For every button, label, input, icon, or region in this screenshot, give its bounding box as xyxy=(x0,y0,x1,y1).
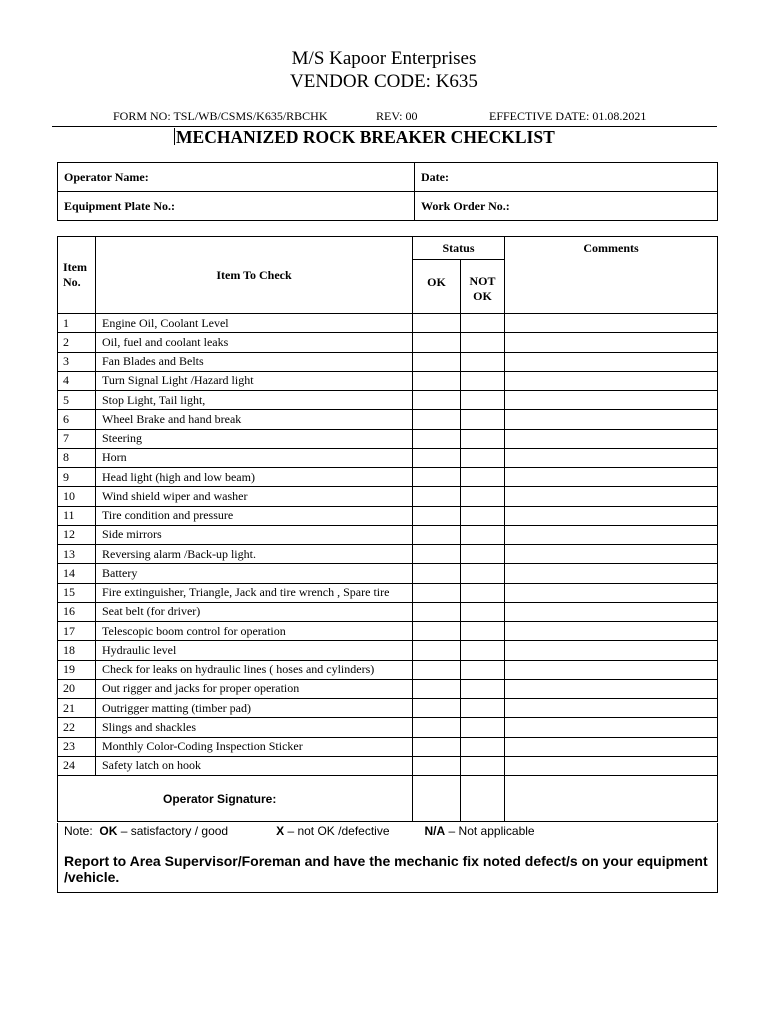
equipment-plate-field[interactable] xyxy=(58,192,415,221)
na-description: – Not applicable xyxy=(448,824,535,838)
item-description: Monthly Color-Coding Inspection Sticker xyxy=(96,737,413,756)
not-ok-cell[interactable] xyxy=(461,699,505,718)
not-ok-cell[interactable] xyxy=(461,583,505,602)
comments-cell[interactable] xyxy=(505,410,718,429)
item-number: 8 xyxy=(58,448,96,467)
comments-cell[interactable] xyxy=(505,525,718,544)
not-ok-cell[interactable] xyxy=(461,333,505,352)
item-description: Head light (high and low beam) xyxy=(96,468,413,487)
ok-cell[interactable] xyxy=(413,448,461,467)
item-number: 11 xyxy=(58,506,96,525)
table-row xyxy=(58,352,718,371)
comments-cell[interactable] xyxy=(505,448,718,467)
item-description: Wheel Brake and hand break xyxy=(96,410,413,429)
not-ok-cell[interactable] xyxy=(461,525,505,544)
item-description: Hydraulic level xyxy=(96,641,413,660)
table-row xyxy=(58,756,718,775)
comments-cell[interactable] xyxy=(505,468,718,487)
table-row xyxy=(58,660,718,679)
item-number: 23 xyxy=(58,737,96,756)
comments-cell[interactable] xyxy=(505,352,718,371)
not-ok-cell[interactable] xyxy=(461,506,505,525)
item-number: 2 xyxy=(58,333,96,352)
status-header: Status xyxy=(413,237,505,260)
ok-key: OK xyxy=(99,824,118,838)
item-description: Safety latch on hook xyxy=(96,756,413,775)
table-row xyxy=(58,583,718,602)
not-ok-cell[interactable] xyxy=(461,641,505,660)
item-number: 9 xyxy=(58,468,96,487)
comments-cell[interactable] xyxy=(505,622,718,641)
effective-date: EFFECTIVE DATE: 01.08.2021 xyxy=(489,109,647,123)
item-number: 17 xyxy=(58,622,96,641)
ok-cell[interactable] xyxy=(413,391,461,410)
not-ok-cell[interactable] xyxy=(461,487,505,506)
not-ok-cell[interactable] xyxy=(461,429,505,448)
item-no-header-text: Item No. xyxy=(63,260,87,289)
comments-cell[interactable] xyxy=(505,564,718,583)
table-row xyxy=(58,448,718,467)
item-description: Stop Light, Tail light, xyxy=(96,391,413,410)
table-row xyxy=(58,391,718,410)
table-row xyxy=(58,737,718,756)
comments-cell[interactable] xyxy=(505,545,718,564)
not-ok-cell[interactable] xyxy=(461,679,505,698)
ok-cell[interactable] xyxy=(413,622,461,641)
item-description: Turn Signal Light /Hazard light xyxy=(96,371,413,390)
na-key: N/A xyxy=(424,824,446,838)
table-row xyxy=(58,564,718,583)
legend-line xyxy=(64,824,535,838)
table-row xyxy=(58,602,718,621)
form-number: FORM NO: TSL/WB/CSMS/K635/RBCHK xyxy=(113,109,328,123)
comments-cell[interactable] xyxy=(505,371,718,390)
table-row xyxy=(58,371,718,390)
item-description: Fan Blades and Belts xyxy=(96,352,413,371)
item-description: Outrigger matting (timber pad) xyxy=(96,699,413,718)
ok-cell[interactable] xyxy=(413,506,461,525)
item-description: Fire extinguisher, Triangle, Jack and tire wrench , Spare tire xyxy=(96,583,413,602)
item-number: 20 xyxy=(58,679,96,698)
comments-cell[interactable] xyxy=(505,660,718,679)
checklist-table xyxy=(57,236,718,822)
not-ok-cell[interactable] xyxy=(461,352,505,371)
item-number: 4 xyxy=(58,371,96,390)
company-name: M/S Kapoor Enterprises xyxy=(291,48,477,69)
table-row xyxy=(58,429,718,448)
table-row xyxy=(58,699,718,718)
item-description: Reversing alarm /Back-up light. xyxy=(96,545,413,564)
table-row xyxy=(58,545,718,564)
not-ok-cell[interactable] xyxy=(461,410,505,429)
item-number: 1 xyxy=(58,314,96,333)
not-ok-cell[interactable] xyxy=(461,391,505,410)
item-description: Horn xyxy=(96,448,413,467)
comments-header: Comments xyxy=(505,237,718,314)
ok-cell[interactable] xyxy=(413,333,461,352)
item-no-header xyxy=(58,237,96,314)
item-description: Side mirrors xyxy=(96,525,413,544)
item-description: Slings and shackles xyxy=(96,718,413,737)
document-title xyxy=(174,127,555,148)
ok-cell[interactable] xyxy=(413,737,461,756)
document-title-text: MECHANIZED ROCK BREAKER CHECKLIST xyxy=(176,127,555,147)
ok-cell[interactable] xyxy=(413,371,461,390)
comments-cell[interactable] xyxy=(505,718,718,737)
item-number: 18 xyxy=(58,641,96,660)
ok-header: OK xyxy=(413,260,461,314)
table-row xyxy=(58,506,718,525)
ok-description: – satisfactory / good xyxy=(120,824,229,838)
report-instruction: Report to Area Supervisor/Foreman and have the mechanic fix noted defect/s on your equipment /vehicle. xyxy=(64,853,708,885)
table-row xyxy=(58,679,718,698)
comments-cell[interactable] xyxy=(505,314,718,333)
item-number: 3 xyxy=(58,352,96,371)
not-ok-cell[interactable] xyxy=(461,737,505,756)
notes-box xyxy=(57,823,718,893)
not-ok-header xyxy=(461,260,505,314)
item-number: 10 xyxy=(58,487,96,506)
equipment-plate-label: Equipment Plate No.: xyxy=(64,198,175,213)
item-number: 5 xyxy=(58,391,96,410)
item-number: 16 xyxy=(58,602,96,621)
item-description: Steering xyxy=(96,429,413,448)
ok-cell[interactable] xyxy=(413,564,461,583)
date-field[interactable] xyxy=(415,163,718,192)
ok-cell[interactable] xyxy=(413,545,461,564)
item-number: 21 xyxy=(58,699,96,718)
comments-cell[interactable] xyxy=(505,487,718,506)
comments-cell[interactable] xyxy=(505,699,718,718)
signature-not-ok-cell[interactable] xyxy=(461,776,505,822)
signature-comments-cell[interactable] xyxy=(505,776,718,822)
ok-cell[interactable] xyxy=(413,660,461,679)
comments-cell[interactable] xyxy=(505,602,718,621)
item-description: Tire condition and pressure xyxy=(96,506,413,525)
ok-cell[interactable] xyxy=(413,468,461,487)
comments-cell[interactable] xyxy=(505,679,718,698)
item-number: 7 xyxy=(58,429,96,448)
not-ok-cell[interactable] xyxy=(461,564,505,583)
comments-cell[interactable] xyxy=(505,429,718,448)
item-number: 13 xyxy=(58,545,96,564)
not-ok-cell[interactable] xyxy=(461,756,505,775)
ok-cell[interactable] xyxy=(413,314,461,333)
table-row xyxy=(58,410,718,429)
table-row xyxy=(58,333,718,352)
ok-cell[interactable] xyxy=(413,756,461,775)
item-description: Engine Oil, Coolant Level xyxy=(96,314,413,333)
ok-cell[interactable] xyxy=(413,718,461,737)
item-description: Seat belt (for driver) xyxy=(96,602,413,621)
operator-signature-label: Operator Signature: xyxy=(58,776,413,822)
ok-cell[interactable] xyxy=(413,487,461,506)
comments-cell[interactable] xyxy=(505,333,718,352)
date-label: Date: xyxy=(421,169,449,184)
ok-cell[interactable] xyxy=(413,602,461,621)
ok-cell[interactable] xyxy=(413,679,461,698)
comments-cell[interactable] xyxy=(505,583,718,602)
not-ok-header-text: NOT OK xyxy=(469,274,496,303)
note-prefix: Note: xyxy=(64,824,93,838)
operator-name-field[interactable] xyxy=(58,163,415,192)
vendor-code: VENDOR CODE: K635 xyxy=(290,71,478,92)
item-number: 6 xyxy=(58,410,96,429)
ok-cell[interactable] xyxy=(413,583,461,602)
not-ok-cell[interactable] xyxy=(461,371,505,390)
item-number: 24 xyxy=(58,756,96,775)
work-order-field[interactable] xyxy=(415,192,718,221)
ok-cell[interactable] xyxy=(413,429,461,448)
not-ok-cell[interactable] xyxy=(461,602,505,621)
not-ok-cell[interactable] xyxy=(461,468,505,487)
text-cursor xyxy=(174,128,175,145)
not-ok-cell[interactable] xyxy=(461,718,505,737)
comments-cell[interactable] xyxy=(505,737,718,756)
not-ok-cell[interactable] xyxy=(461,545,505,564)
not-ok-cell[interactable] xyxy=(461,660,505,679)
comments-cell[interactable] xyxy=(505,391,718,410)
item-number: 19 xyxy=(58,660,96,679)
ok-cell[interactable] xyxy=(413,410,461,429)
ok-cell[interactable] xyxy=(413,699,461,718)
table-row xyxy=(58,314,718,333)
revision: REV: 00 xyxy=(376,109,418,123)
x-key: X xyxy=(276,824,285,838)
comments-cell[interactable] xyxy=(505,506,718,525)
x-description: – not OK /defective xyxy=(287,824,390,838)
comments-cell[interactable] xyxy=(505,756,718,775)
item-description: Telescopic boom control for operation xyxy=(96,622,413,641)
table-row xyxy=(58,622,718,641)
table-row xyxy=(58,525,718,544)
not-ok-cell[interactable] xyxy=(461,622,505,641)
operator-name-label: Operator Name: xyxy=(64,169,149,184)
item-description: Oil, fuel and coolant leaks xyxy=(96,333,413,352)
not-ok-cell[interactable] xyxy=(461,448,505,467)
item-number: 15 xyxy=(58,583,96,602)
ok-cell[interactable] xyxy=(413,352,461,371)
work-order-label: Work Order No.: xyxy=(421,198,510,213)
item-description: Out rigger and jacks for proper operation xyxy=(96,679,413,698)
item-number: 14 xyxy=(58,564,96,583)
item-description: Battery xyxy=(96,564,413,583)
not-ok-cell[interactable] xyxy=(461,314,505,333)
info-table xyxy=(57,162,718,221)
comments-cell[interactable] xyxy=(505,641,718,660)
item-description: Check for leaks on hydraulic lines ( hoses and cylinders) xyxy=(96,660,413,679)
table-row xyxy=(58,641,718,660)
table-row xyxy=(58,487,718,506)
table-row xyxy=(58,468,718,487)
item-description: Wind shield wiper and washer xyxy=(96,487,413,506)
ok-cell[interactable] xyxy=(413,525,461,544)
signature-ok-cell[interactable] xyxy=(413,776,461,822)
item-number: 22 xyxy=(58,718,96,737)
ok-cell[interactable] xyxy=(413,641,461,660)
table-row xyxy=(58,718,718,737)
item-number: 12 xyxy=(58,525,96,544)
item-to-check-header: Item To Check xyxy=(96,237,413,314)
